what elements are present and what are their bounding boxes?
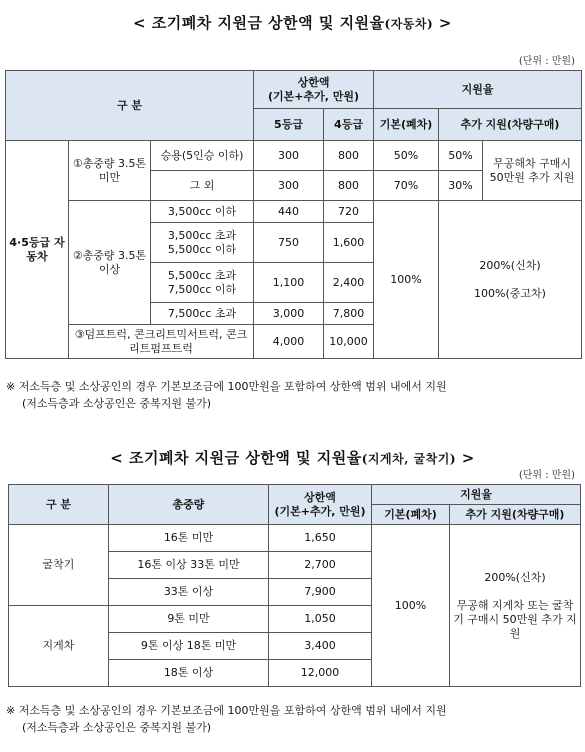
cat1-sub: 승용(5인승 이하)	[151, 141, 254, 171]
section1-note: ※ 저소득층 및 소상공인의 경우 기본보조금에 100만원을 포함하여 상한액 범위 내에서 지원 (저소득층과 소상공인은 중복지원 불가)	[6, 380, 447, 410]
weight-cell: 18톤 이상	[109, 660, 269, 687]
cat1-extra: 30%	[439, 171, 483, 201]
header-rate: 지원율	[374, 71, 582, 109]
weight-cell: 16톤 미만	[109, 525, 269, 552]
cat2-g5: 1,100	[254, 263, 324, 303]
cat2-sub: 3,500cc 이하	[151, 201, 254, 223]
header-category: 구 분	[6, 71, 254, 141]
group-label: 4·5등급 자동차	[6, 141, 69, 359]
header-basic: 기본(폐차)	[372, 505, 450, 525]
cap-cell: 1,050	[269, 606, 372, 633]
section2-unit: (단위 : 만원)	[518, 470, 575, 481]
header-rate: 지원율	[372, 485, 581, 505]
cat1-g4: 800	[324, 171, 374, 201]
cat1-extra: 50%	[439, 141, 483, 171]
header-category: 구 분	[9, 485, 109, 525]
extra-common: 200%(신차) 무공해 지게차 또는 굴착기 구매시 50만원 추가 지원	[450, 525, 581, 687]
cap-cell: 2,700	[269, 552, 372, 579]
cap-cell: 12,000	[269, 660, 372, 687]
header-cap: 상한액 (기본+추가, 만원)	[254, 71, 374, 109]
header-grade5: 5등급	[254, 109, 324, 141]
excavator-label: 굴착기	[9, 525, 109, 606]
header-extra: 추가 지원(차량구매)	[439, 109, 582, 141]
section2-title: < 조기폐차 지원금 상한액 및 지원율(지게차, 굴착기) >	[110, 449, 475, 467]
weight-cell: 9톤 미만	[109, 606, 269, 633]
header-basic: 기본(폐차)	[374, 109, 439, 141]
header-cap: 상한액 (기본+추가, 만원)	[269, 485, 372, 525]
cat2-g4: 2,400	[324, 263, 374, 303]
table-vehicles	[5, 70, 582, 359]
cat2-sub: 5,500cc 초과 7,500cc 이하	[151, 263, 254, 303]
basic-common: 100%	[372, 525, 450, 687]
cat2-g4: 7,800	[324, 303, 374, 325]
cat1-basic: 70%	[374, 171, 439, 201]
cat2-g4: 1,600	[324, 223, 374, 263]
header-weight: 총중량	[109, 485, 269, 525]
table-machinery	[8, 484, 581, 687]
weight-cell: 9톤 이상 18톤 미만	[109, 633, 269, 660]
cat1-note: 무공해차 구매시 50만원 추가 지원	[483, 141, 582, 201]
cat1-sub: 그 외	[151, 171, 254, 201]
cap-cell: 3,400	[269, 633, 372, 660]
extra-common: 200%(신차) 100%(중고차)	[439, 201, 582, 359]
cap-cell: 7,900	[269, 579, 372, 606]
header-extra: 추가 지원(차량구매)	[450, 505, 581, 525]
cat1-basic: 50%	[374, 141, 439, 171]
cat3-label: ③덤프트럭, 콘크리트믹서트럭, 콘크리트펌프트럭	[69, 325, 254, 359]
cat2-label: ②총중량 3.5톤 이상	[69, 201, 151, 325]
header-grade4: 4등급	[324, 109, 374, 141]
section1-title-sub: (자동차)	[384, 17, 434, 31]
cap-cell: 1,650	[269, 525, 372, 552]
cat1-label: ①총중량 3.5톤 미만	[69, 141, 151, 201]
cat2-g5: 440	[254, 201, 324, 223]
section1-unit: (단위 : 만원)	[518, 56, 575, 67]
cat1-g5: 300	[254, 141, 324, 171]
section1-title: < 조기폐차 지원금 상한액 및 지원율(자동차) >	[133, 14, 452, 32]
cat2-g4: 720	[324, 201, 374, 223]
forklift-label: 지게차	[9, 606, 109, 687]
cat2-sub: 7,500cc 초과	[151, 303, 254, 325]
cat3-g4: 10,000	[324, 325, 374, 359]
weight-cell: 33톤 이상	[109, 579, 269, 606]
cat3-g5: 4,000	[254, 325, 324, 359]
section2-note: ※ 저소득층 및 소상공인의 경우 기본보조금에 100만원을 포함하여 상한액 범위 내에서 지원 (저소득층과 소상공인은 중복지원 불가)	[6, 704, 447, 734]
cat1-g5: 300	[254, 171, 324, 201]
cat2-sub: 3,500cc 초과 5,500cc 이하	[151, 223, 254, 263]
section2-title-sub: (지게차, 굴착기)	[361, 452, 456, 466]
cat1-g4: 800	[324, 141, 374, 171]
weight-cell: 16톤 이상 33톤 미만	[109, 552, 269, 579]
cat2-g5: 3,000	[254, 303, 324, 325]
cat2-g5: 750	[254, 223, 324, 263]
basic-common: 100%	[374, 201, 439, 359]
